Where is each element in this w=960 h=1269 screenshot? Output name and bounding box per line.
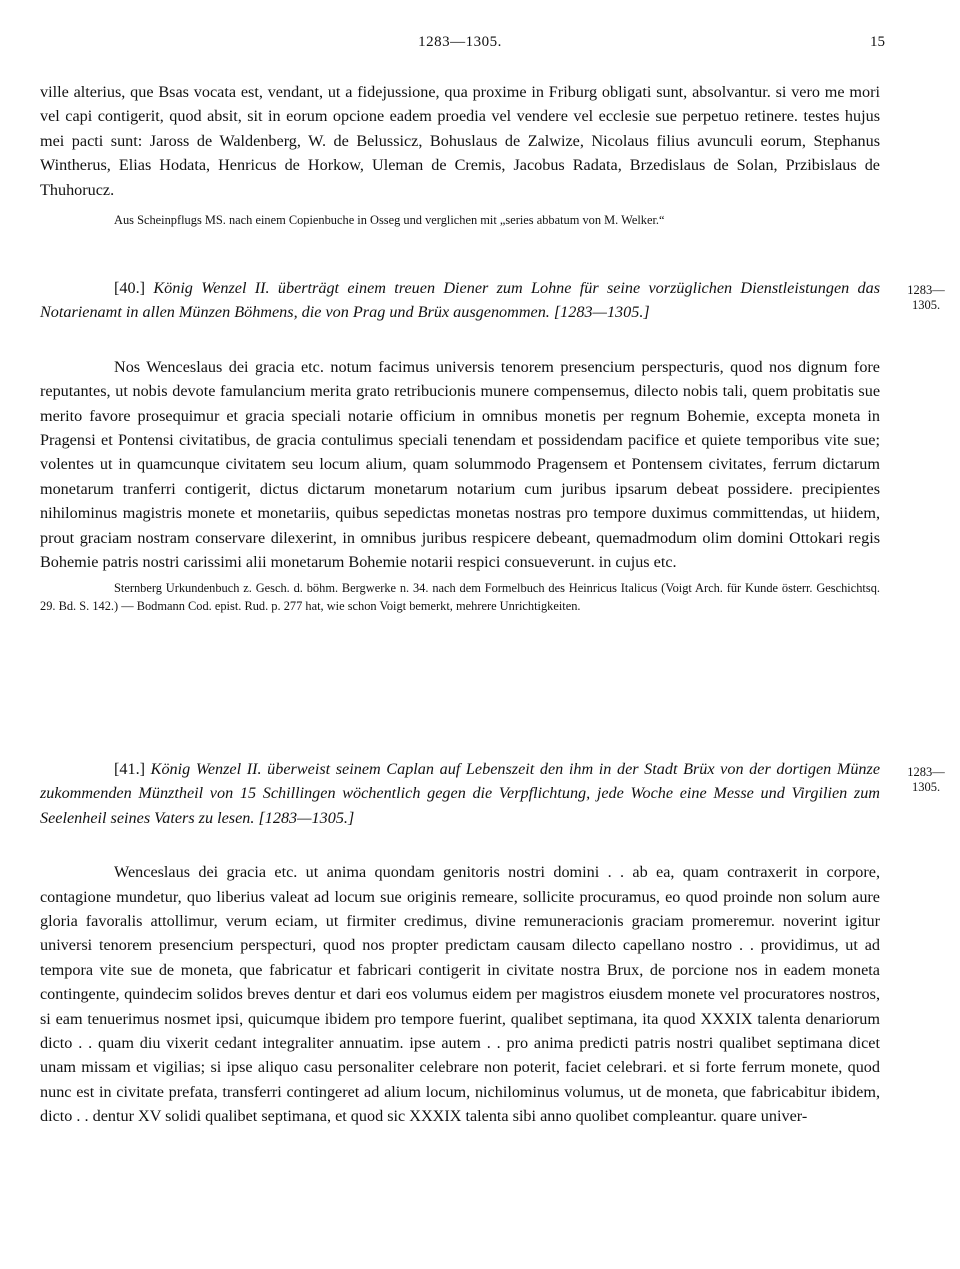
margin-date-end: 1305.: [911, 298, 941, 312]
document-41: [40, 757, 880, 1129]
page-number: 15: [870, 34, 885, 50]
source-note: Sternberg Urkundenbuch z. Gesch. d. böhm. Bergwerke n. 34. nach dem Formelbuch des Heinricus Italicus (Voigt Arch. für Kunde österr. Geschichtsq. 29. Bd. S. 142.) — Bodmann Cod. epist. Rud. p. 277 hat, wie schon Voigt bemerkt, mehrere Unrichtigkeiten.: [40, 581, 880, 614]
document-number: [41.]: [114, 760, 146, 778]
document-heading: [40, 757, 880, 830]
margin-date-end: 1305.: [911, 780, 941, 794]
continuation-text: ville alterius, que Bsas vocata est, vendant, ut a fidejussione, qua proxime in Friburg obligati sunt, absolvantur. si vero me mori vel capi contigerit, quod absit, sit in eorum opcione eadem proedia vel vendere vel ecclesie sue perpetuo retinere. testes hujus mei pacti sunt: Jaross de Waldenberg, W. de Belussicz, Bohuslaus de Zalwize, Nicolaus filius avunculi eorum, Stephanus Wintherus, Elias Hodata, Henricus de Horkow, Uleman de Cremis, Jacobus Radata, Brzedislaus de Solan, Przibislaus de Thuhorucz.: [40, 83, 880, 199]
document-body: Nos Wenceslaus dei gracia etc. notum facimus universis tenorem presencium perspecturis, quod nos dignum fore reputantes, ut nobis devote famulancium merita grato retribucionis munere compensemus, dilecto nobis tali, quem probitatis sue merito favore prosequimur et gracia speciali notarie officium in omnibus monetis per regnum Bohemie, excepta moneta in Pragensi et Pontensi civitatibus, de gracia contulimus speciali tenendam et possidendam pacifice et quiete temporibus vite sue; volentes ut in quamcunque civitatem seu locum alium, quam solummodo Pragensem et Pontensem civitates, ferrum dictarum monetarum tranferri contigerit, dictus dictarum monetarum notarium cum juribus ipsarum debeat possidere. precipientes nihilominus magistris monete et monetariis, quibus sepedictas monetas nostras pro tempore duximus committendas, ut hiidem, prout graciam nostram conservare dilexerint, in omnibus juribus respicere debeant, quemadmodum olim domini Ottokari regis Bohemie patris nostri carissimi alii monetarum Bohemie notarii respici consueverunt. in cujus etc.: [40, 357, 880, 572]
document-number: [40.]: [114, 279, 146, 297]
margin-date-start: 1283—: [907, 765, 945, 779]
heading-text: König Wenzel II. überweist seinem Caplan auf Lebenszeit den ihm in der Stadt Brüx von der dortigen Münze zukommenden Münztheil von 15 Schillingen wöchentlich gegen die Verpflichtung, jede Woche eine Messe und Virgilien zum Seelenheil seines Vaters zu lesen. [1283—1305.]: [40, 760, 880, 827]
margin-date-40: [898, 283, 954, 313]
margin-date-41: [898, 765, 954, 795]
margin-date-start: 1283—: [907, 283, 945, 297]
continuation-block: [40, 80, 880, 229]
document-40: [40, 276, 880, 615]
document-body: Wenceslaus dei gracia etc. ut anima quondam genitoris nostri domini . . ab ea, quam contraxerit in corpore, contagione mundetur, quo liberius valeat ad locum sue originis remeare, sollicite procuramus, eo quod proinde non solum aure gloria favoralis attollimur, verum eciam, ut firmiter credimus, divine remuneracionis graciam promeremur. noverint igitur universi tenorem presencium perspecturi, quod nos propter predictam causam dilecto capellano nostro . . providimus, ut ad tempora vite sue de moneta, que fabricatur et fabricari contigerit in civitate nostra Brux, de porcione nos in eadem moneta contingente, quindecim solidos breves dentur et dari eos volumus eidem per magistros eiusdem monete vel procuratores nostros, si eam tenuerimus nosmet ipsi, quicumque ibidem pro tempore fuerint, qualibet septimana, ita quod XXXIX talenta denariorum dicto . . quam diu vixerit cedant integraliter annuatim. ipse autem . . pro anima predicti patris nostri qualibet septimana dicet unam missam et vigilias; si ipse aliquo casu personaliter celebrare non poterit, faciet celebrari. et si forte ferrum monete, quod nunc est in civitate prefata, transferri contingeret ad alium locum, nichilominus volumus, ut de moneta, que fabricabitur ibidem, dicto . . dentur XV solidi qualibet septimana, et quod sic XXXIX talenta sibi anno quolibet compleantur. quare univer-: [40, 863, 880, 1126]
document-heading: [40, 276, 880, 325]
heading-text: König Wenzel II. überträgt einem treuen Diener zum Lohne für seine vorzüglichen Dienstleistungen das Notarienamt in allen Münzen Böhmens, die von Prag und Brüx ausgenommen. [1283—1305.]: [40, 279, 881, 322]
source-note: Aus Scheinpflugs MS. nach einem Copienbuche in Osseg und verglichen mit „series abbatum von M. Welker.“: [114, 213, 665, 228]
running-title: 1283—1305.: [418, 34, 502, 50]
